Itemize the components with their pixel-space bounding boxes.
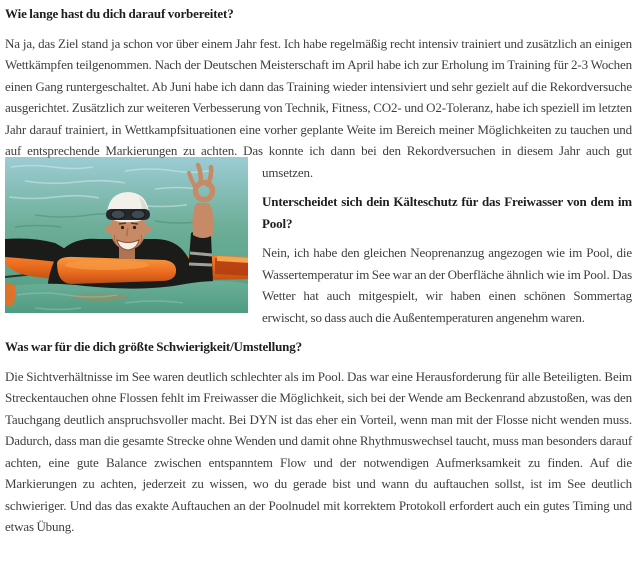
question-2: Unterscheidet sich dein Kälteschutz für das Freiwasser von dem im Pool? [262,194,632,231]
goggles-right-lens [131,210,145,219]
answer-1-text-beside-photo: in diesem Jahr auch gut umsetzen. [262,143,632,180]
answer-1 [5,33,632,184]
question-3: Was war für die dich größte Schwierigkeit/Umstellung? [5,339,302,354]
freediver-photo [5,157,248,313]
answer-1-text-before-photo: Na ja, das Ziel stand ja schon vor über einem Jahr fest. Ich habe regelmäßig recht intensiv trainiert und zusätzlich an einigen Wettkämpfen teilgenommen. Nach der Deutschen Meisterschaft im April habe ich zur Erholung im Training für 2-3 Wochen einen Gang runtergeschaltet. Ab Juni habe ich dann das Training wieder intensiviert und sehr gezielt auf die Rekordversuche ausgerichtet. Zusätzlich zur weiteren Verbesserung von Technik, Fitness, CO2- und O2-Toleranz, habe ich speziell im letzten Jahr darauf trainiert, in Wettkampfsituationen eine vorher geplante Weite im Bereich meiner Möglichkeiten zu tauchen und auf entsprechende Markierungen zu achten. Das konnte ich dann bei den Rekordversuchen [5,35,632,158]
answer-3: Die Sichtverhältnisse im See waren deutlich schlechter als im Pool. Das war eine Herausforderung für alle Beteiligten. Beim Streckentauchen ohne Flossen fehlt im Freiwasser die Möglichkeit, sich bei der Wende am Beckenrand abzustoßen, was den Tauchgang deutlich anspruchsvoller macht. Bei DYN ist das eher ein Vorteil, wenn man mit der Flosse nicht wenden muss. Dadurch, dass man die gesamte Strecke ohne Wenden und damit ohne Rhythmuswechsel taucht, muss man besonders darauf achten, eine gute Balance zwischen entspanntem Flow und der notwendigen Aufmerksamkeit zu finden. Auf die Markierungen zu achten, jederzeit zu wissen, wo du gerade bist und wann du auftauchen sollst, ist im See deutlich schwieriger. Und das das exakte Auftauchen an der Poolnudel mit korrektem Protokoll erfordert auch ein gutes Timing und etwas Übung. [5,368,632,534]
noodle-left-sliver [5,283,16,305]
raised-forearm-sleeve [187,230,213,288]
interview-article [5,3,632,538]
left-eye [121,225,124,228]
question-1: Wie lange hast du dich darauf vorbereitet? [5,6,234,21]
right-eye [133,225,136,228]
pool-noodle-sheen [65,260,149,270]
goggles-left-lens [111,210,125,219]
answer-2: Nein, ich habe den gleichen Neoprenanzug angezogen wie im Pool, die Wassertemperatur im See war an der Oberfläche ähnlich wie im Pool. Das Wetter hat auch mitgespielt, wir haben einen schönen Sommertag erwischt, so dass auch die Außentemperaturen angenehm waren. [262,245,632,325]
ok-hand-palm [193,203,214,238]
